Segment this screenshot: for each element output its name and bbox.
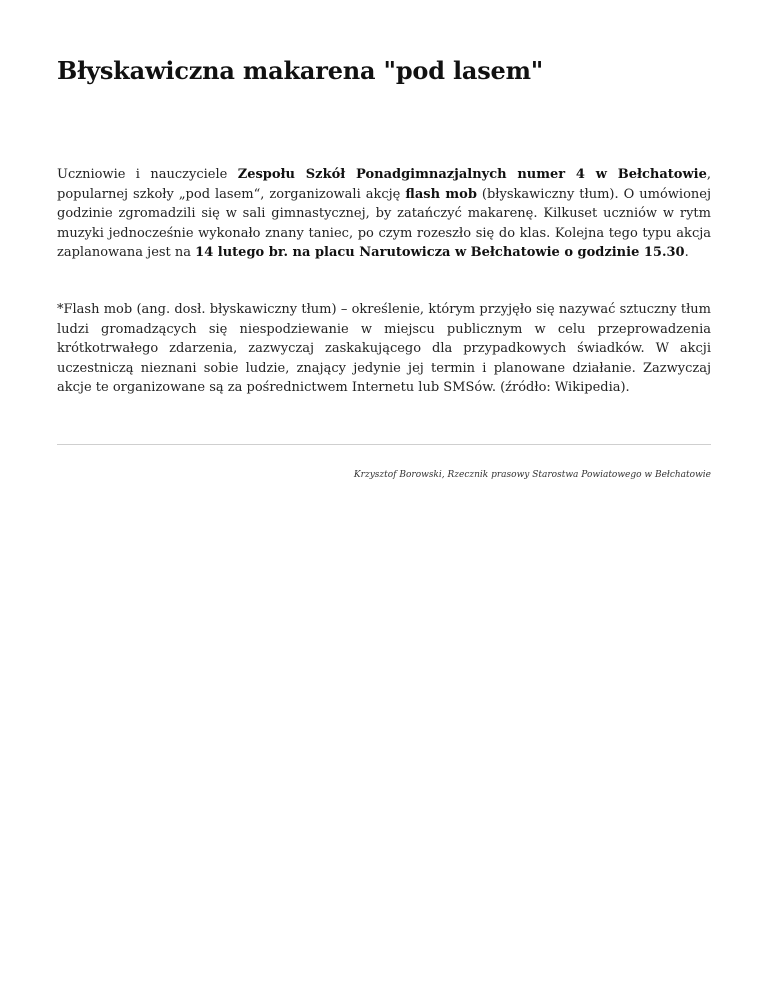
intro-text-2: , popularnej szkoły „pod lasem“, zorganizowali akcję — [57, 167, 711, 202]
divider — [57, 444, 711, 445]
intro-text-3: (błyskawiczny tłum). O umówionej godzinie zgromadzili się w sali gimnastycznej, by zatańczyć makarenę. Kilkuset uczniów w rytm muzyki jednocześnie wykonało znany taniec, po czym rozeszło się do klas. Kolejna tego typu akcja zaplanowana jest na — [57, 186, 712, 260]
article-title: Błyskawiczna makarena "pod lasem" — [57, 56, 544, 85]
intro-text-1: Uczniowie i nauczyciele — [57, 167, 238, 182]
flash-mob-term: flash mob — [405, 186, 477, 202]
event-date-place: 14 lutego br. na placu Narutowicza w Bełchatowie o godzinie 15.30 — [195, 245, 685, 260]
author-signature: Krzysztof Borowski, Rzecznik prasowy Starostwa Powiatowego w Bełchatowie — [353, 470, 711, 480]
intro-text-4: . — [684, 245, 689, 260]
article-paragraph-intro — [57, 165, 711, 263]
article-paragraph-definition: *Flash mob (ang. dosł. błyskawiczny tłum) – określenie, którym przyjęło się nazywać sztuczny tłum ludzi gromadzących się niespodziewanie w miejscu publicznym w celu przeprowadzenia krótkotrwałego zdarzenia, zazwyczaj zaskakującego dla przypadkowych świadków. W akcji uczestniczą nieznani sobie ludzie, znający jedynie jej termin i planowane działanie. Zazwyczaj akcje te organizowane są za pośrednictwem Internetu lub SMSów. (źródło: Wikipedia). — [57, 302, 711, 395]
school-name: Zespołu Szkół Ponadgimnazjalnych numer 4 w Bełchatowie — [237, 167, 707, 182]
